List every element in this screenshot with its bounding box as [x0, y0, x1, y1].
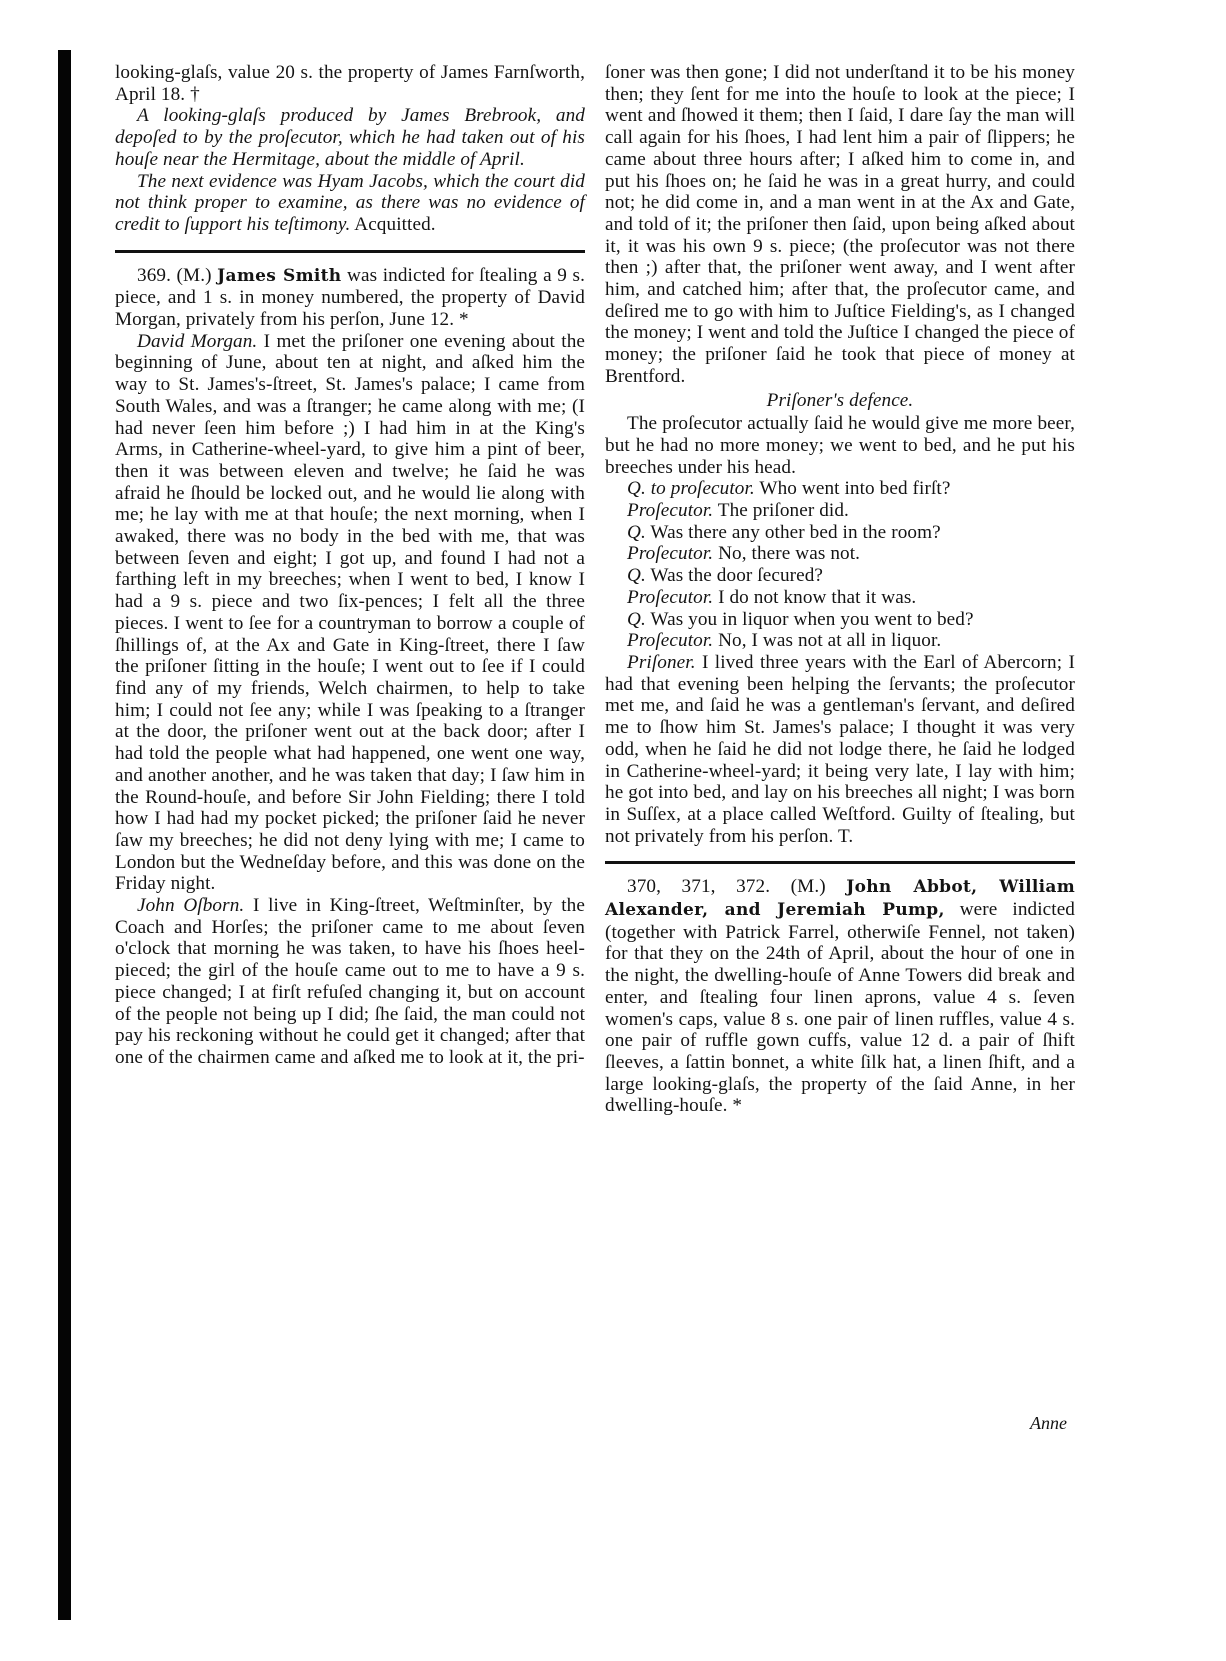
testimony-text: I met the priſoner one evening about the beginning of June, about ten at night, and aſked him the way to St. James's-ſtreet, St. James's palace; I came from South Wales, and was a ſtranger; he came along with me; (I had never ſeen him before ;) I had him in at the King's Arms, in Catherine-wheel-yard, to give him a pint of beer, then it was between eleven and twelve; he ſaid he was afraid he ſhould be locked out, and he would lie along with me; he lay with me at that houſe; the next morning, when I awaked, there was no body in the bed with me, that was between ſeven and eight; I got up, and found I had not a farthing left in my breeches; when I went to bed, I know I had a 9 s. piece and two ſix-pences; I felt all the three pieces. I went to ſee for a countryman to borrow a couple of ſhillings of, at the Ax and Gate in King-ſtreet, there I ſaw the priſoner ſitting in the houſe; I went out to ſee if I could find any of my friends, Welch chairmen, to help to take him; I could not ſee any; while I was ſpeaking to a ſtranger at the door, the priſoner went out at the back door; after I had told the people what had happened, one went one way, and another another, and he was taken that day; I ſaw him in the Round-houſe, and before Sir John Fielding; there I told how I had had my pocket picked; the priſoner ſaid he never ſaw my breeches; he did not deny lying with me; I came to London but the Wedneſday before, and this was done on the Friday night. [115, 330, 586, 895]
indictment-text: was indicted for ſtealing a 9 s. piece, and 1 s. in money numbered, the property of David Morgan, privately from his perſon, June 12. * [115, 264, 585, 331]
defence-heading: Priſoner's defence. [766, 389, 914, 411]
right-column [605, 62, 1075, 1117]
left-column [115, 62, 585, 1069]
acquittal-paragraph [115, 171, 585, 236]
question-line: Q. to proſecutor. Who went into bed firſt? [627, 478, 951, 500]
answer-line: Proſecutor. No, there was not. [627, 543, 861, 565]
testimony-morgan [115, 331, 585, 895]
verdict-guilty: Guilty of ſtealing, but not privately from his perſon. T. [605, 803, 1075, 847]
evidence-note-2: The next evidence was Hyam Jacobs, which the court did not think proper to examine, as there was no evidence of credit to ſupport his teſtimony. [115, 170, 585, 235]
question-line: Q. Was there any other bed in the room? [627, 521, 941, 543]
case-divider [605, 861, 1075, 864]
answer-line: Proſecutor. The priſoner did. [627, 500, 849, 522]
case-number: 369. (M.) [137, 264, 212, 286]
defendant-names: John Abbot, William Alexander, and Jeremiah Pump, [605, 877, 1075, 921]
testimony-text: I live in King-ſtreet, Weſtminſter, by the Coach and Horſes; the priſoner came to me about ſeven o'clock that morning he was taken, to have his ſhoes heel-pieced; the girl of the houſe came out to me to have a 9 s. piece changed; I at firſt refuſed changing it, but on account of the people not being up I did; ſhe ſaid, the man could not pay his reckoning without he could get it changed; after that one of the chairmen came and aſked me to look at it, the pri- [115, 895, 585, 1068]
case-divider [115, 250, 585, 253]
verdict-acquitted: Acquitted. [354, 213, 436, 235]
continued-case-text: looking-glaſs, value 20 s. the property of James Farnſworth, April 18. † [115, 62, 585, 105]
witness-name: John Oſborn. [137, 895, 245, 917]
indictment-text: were indicted (together with Patrick Farrel, otherwiſe Fennel, not taken) for that they on the 24th of April, about the hour of one in the night, the dwelling-houſe of Anne Towers did break and enter, and ſtealing four linen aprons, value 4 s. ſeven women's caps, value 8 s. one pair of linen ruffles, value 4 s. one pair of ruffle gown cuffs, value 12 d. a pair of ſhift ſleeves, a ſattin bonnet, a white ſilk hat, a linen ſhift, and a large looking-glaſs, the property of the ſaid Anne, in her dwelling-houſe. * [605, 899, 1075, 1117]
testimony-continued: ſoner was then gone; I did not underſtand it to be his money then; they ſent for me into the houſe to look at the piece; I went and ſhowed it them; then I ſaid, I dare ſay the man will call again for his ſhoes, I had lent him a pair of ſlippers; he came about three hours after; I aſked him to come in, and put his ſhoes on; he ſaid he was in a great hurry, and could not; he did come in, and a man went in at the Ax and Gate, and told of it; the priſoner then ſaid, upon being aſked about it, it was his own 9 s. piece; (the proſecutor was not there then ;) after that, the priſoner went away, and I went after him, and catched him; after that, the proſecutor came, and deſired me to go with him to Juſtice Fielding's, as I changed the money; I went and told the Juſtice I changed the piece of money; the priſoner ſaid he took that piece of money at Brentford. [605, 62, 1075, 387]
catchword: Anne [1030, 1413, 1067, 1433]
question-line: Q. Was you in liquor when you went to bed? [627, 608, 974, 630]
case-370-indictment [605, 876, 1075, 1117]
defence-text: The proſecutor actually ſaid he would give me more beer, but he had no more money; we went to bed, and he put his breeches under his head. [605, 413, 1075, 478]
case-369-indictment [115, 265, 585, 331]
question-line: Q. Was the door ſecured? [627, 565, 824, 587]
case-number: 370, 371, 372. (M.) [627, 876, 826, 898]
prisoner-statement: Priſoner. I lived three years with the Earl of Abercorn; I had that evening been helping the ſervants; the proſecutor met me, and ſaid he was a gentleman's ſervant, and deſired me to ſhow him St. James's palace; I thought it was very odd, when he ſaid he did not lodge there, he ſaid he lodged in Catherine-wheel-yard; it being very late, I lay with him; he got into bed, and lay on his breeches all night; I was born in Suſſex, at a place called Weſtford. Guilty of ſtealing, but not privately from his perſon. T. [605, 651, 1075, 847]
defendant-name: James Smith [217, 265, 342, 286]
answer-line: Proſecutor. I do not know that it was. [627, 586, 917, 608]
page-spine-shadow [58, 50, 71, 1620]
witness-name: David Morgan. [137, 330, 258, 352]
testimony-osborn [115, 895, 585, 1069]
answer-line: Proſecutor. No, I was not at all in liquor. [627, 630, 942, 652]
evidence-note: A looking-glaſs produced by James Brebrook, and depoſed to by the proſecutor, which he had taken out of his houſe near the Hermitage, about the middle of April. [115, 105, 585, 170]
speaker-label: Priſoner. [627, 651, 696, 673]
